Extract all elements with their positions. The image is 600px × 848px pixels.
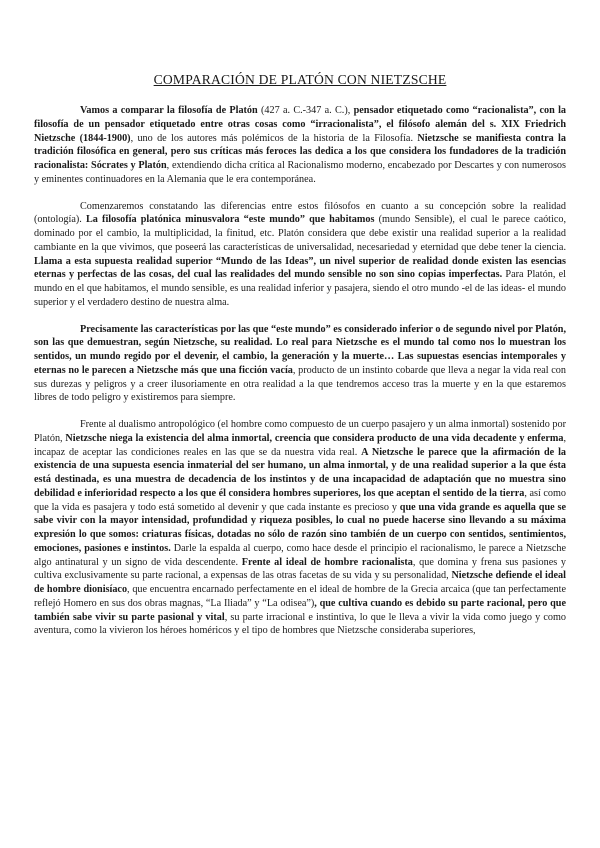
- page-title: COMPARACIÓN DE PLATÓN CON NIETZSCHE: [153, 72, 447, 87]
- text-run: , que cultiva cuando es debido su parte racional, pero que también sabe vivir su parte pasional y vital: [34, 597, 566, 623]
- text-run: , así como que la vida es pasajera y todo está sometido al devenir y que cada instante es precioso y: [34, 487, 566, 513]
- text-run: Para Platón, el mundo en el que habitamos, el mundo sensible, es una realidad inferior y pasajera, siendo el otro mundo -el de las ideas- el mundo superior y el verdadero destino de nuestra alma.: [34, 269, 566, 308]
- paragraph-ontology: [34, 200, 566, 310]
- text-run: (mundo Sensible), el cual le parece caótico, dominado por el cambio, la multiplicidad, la finitud, etc. Platón considera que debe existir una realidad superior a la realidad cambiante en la que vivimos, que poseerá las características de universalidad, necesariedad y eternidad que debe tener la ciencia.: [34, 214, 567, 253]
- text-run: Frente al dualismo antropológico (el hombre como compuesto de un cuerpo pasajero y un alma inmortal) sostenido por Platón,: [34, 419, 566, 444]
- text-run: Frente al ideal de hombre racionalista: [241, 556, 413, 568]
- text-run: , que encuentra encarnado perfectamente en el ideal de hombre de la Grecia arcaica (que tan perfectamente reflejó Homero en sus dos obras magnas, “La Iliada” y “La odisea”): [34, 584, 566, 609]
- text-run: Nietzsche niega la existencia del alma inmortal, creencia que considera producto de una vida decadente y enferma: [65, 432, 564, 444]
- text-run: Darle la espalda al cuerpo, como hace desde el principio el racionalismo, le parece a Nietzsche algo antinatural y un signo de vida descendente.: [34, 542, 566, 568]
- text-run: La filosofía platónica minusvalora “este mundo” que habitamos: [86, 214, 375, 226]
- text-run: Comenzaremos constatando las diferencias entre estos filósofos en cuanto a su concepción sobre la realidad (ontología).: [34, 200, 566, 226]
- text-run: , extendiendo dicha crítica al Racionalismo moderno, encabezado por Descartes y con numerosos y eminentes continuadores en la Alemania que le era contemporánea.: [34, 160, 566, 185]
- paragraph-intro: [34, 104, 566, 187]
- paragraph-reality: [34, 323, 566, 406]
- text-run: , producto de un instinto cobarde que lleva a negar la vida real con sus durezas y peligros y a creer ilusoriamente en otra realidad a la que tendremos acceso tras la muerte y en la que estaremos libres de todo peligro y existiremos para siempre.: [34, 364, 566, 404]
- text-run: Precisamente las características por las que “este mundo” es considerado inferior o de segundo nivel por Platón, son las que demuestran, según Nietzsche, su realidad. Lo real para Nietzsche es el mundo tal como nos lo muestran los sentidos, un mundo regido por el devenir, el cambio, la generación y la muerte… Las supuestas esencias intemporales y eternas no le parecen a Nietzsche más que una ficción vacía: [34, 323, 566, 376]
- text-run: , que domina y frena sus pasiones y cultiva exclusivamente su parte racional, a expensas de las otras facetas de su vida y su personalidad,: [34, 556, 566, 582]
- text-run: Vamos a comparar la filosofía de Platón: [80, 105, 258, 116]
- text-run: que una vida grande es aquella que se sabe vivir con la mayor intensidad, profundidad y riqueza posibles, lo cual no puede hacerse sino llevando a su máxima expresión lo que somos: criaturas físicas, dotadas no sólo de razón sino también de un cuerpo con sentidos, sentimientos, emociones, pasiones e instintos.: [34, 501, 566, 554]
- text-run: Llama a esta supuesta realidad superior “Mundo de las Ideas”, un nivel superior de realidad donde existen las esencias eternas y perfectas de las cosas, del cual las realidades del mundo sensible no son sino copias imperfectas.: [34, 255, 566, 281]
- text-run: , su parte irracional e instintiva, lo que le lleva a vivir la vida como juego y como aventura, como la vivieron los héroes homéricos y el tipo de hombres que Nietzsche consideraba superiores,: [34, 611, 566, 637]
- text-run: Nietzsche defiende el ideal de hombre dionisíaco: [34, 570, 566, 595]
- text-run: Nietzsche se manifiesta contra la tradición filosófica en general, pero sus críticas más feroces las dedica a los que considera los fundadores de la tradición racionalista: Sócrates y Platón: [34, 132, 566, 171]
- text-run: , incapaz de aceptar las condiciones reales en las que se da nuestra vida real.: [34, 432, 566, 458]
- paragraph-anthropology: [34, 418, 566, 638]
- text-run: A Nietzsche le parece que la afirmación de la existencia de una supuesta esencia inmaterial del ser humano, un alma inmortal, y de una realidad superior a la que ésta está destinada, es una muestra de decadencia de los instintos y de una incapacidad de adaptación que no muestra sino debilidad e inferioridad respecto a los que él considera hombres superiores, los que aceptan el sentido de la tierra: [34, 446, 566, 499]
- text-run: (427 a. C.-347 a. C.),: [257, 105, 354, 116]
- text-run: pensador etiquetado como “racionalista”, con la filosofía de un pensador etiquetado entre otras cosas como “irracionalista”, el filósofo alemán del s. XIX Friedrich Nietzsche (1844-1900): [34, 105, 567, 144]
- text-run: , uno de los autores más polémicos de la historia de la Filosofía.: [130, 132, 418, 144]
